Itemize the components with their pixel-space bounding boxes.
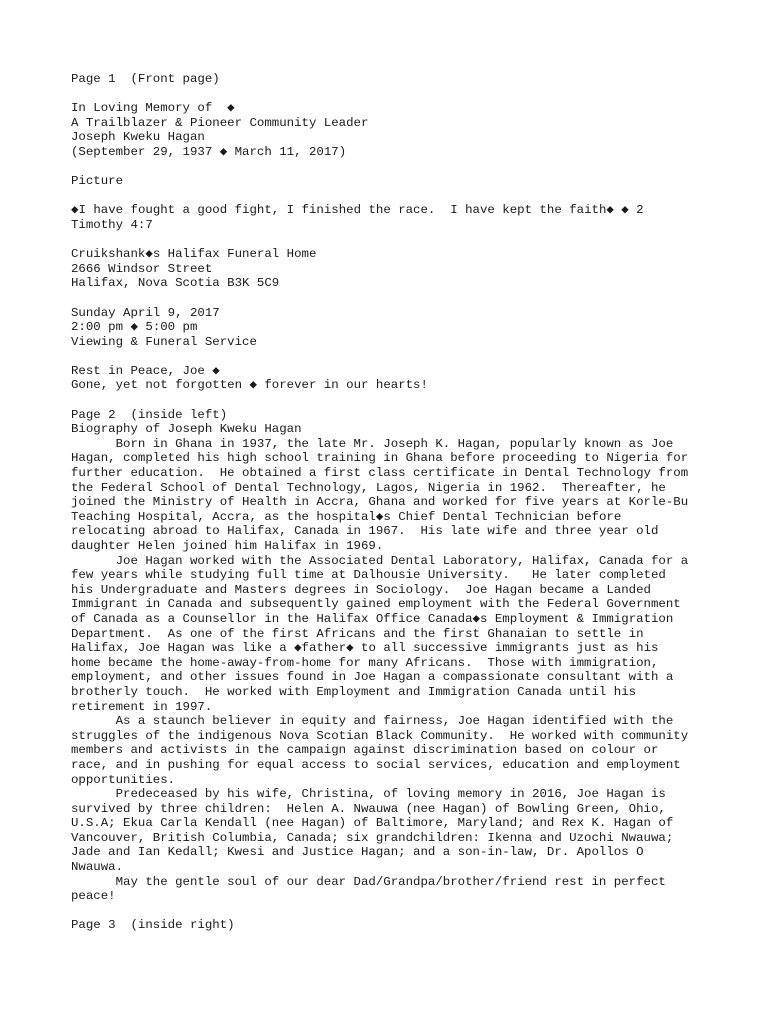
biography-line: Department. As one of the first Africans and the first Ghanaian to settle in	[71, 626, 644, 641]
service-time: 2:00 pm ◆ 5:00 pm	[71, 320, 198, 335]
biography-line: opportunities.	[71, 772, 176, 787]
scripture-quote-line-1: ◆I have fought a good fight, I finished the race. I have kept the faith◆ ◆ 2	[71, 203, 644, 218]
page1-heading: Page 1 (Front page)	[71, 72, 220, 86]
page3-heading: Page 3 (inside right)	[71, 918, 235, 933]
closing-line-1: Rest in Peace, Joe ◆	[71, 363, 220, 378]
tagline: A Trailblazer & Pioneer Community Leader	[71, 115, 369, 130]
biography-line: Joe Hagan worked with the Associated Dental Laboratory, Halifax, Canada for a	[71, 553, 689, 568]
service-date: Sunday April 9, 2017	[71, 305, 220, 320]
biography-line: of Canada as a Counsellor in the Halifax Office Canada◆s Employment & Immigration	[71, 611, 674, 626]
biography-line: Immigrant in Canada and subsequently gained employment with the Federal Government	[71, 597, 681, 612]
biography-line: few years while studying full time at Dalhousie University. He later completed	[71, 568, 666, 583]
biography-line: survived by three children: Helen A. Nwauwa (nee Hagan) of Bowling Green, Ohio,	[71, 801, 666, 816]
biography-line: As a staunch believer in equity and fairness, Joe Hagan identified with the	[71, 714, 674, 729]
spacer	[71, 904, 711, 919]
biography-line: U.S.A; Ekua Carla Kendall (nee Hagan) of Baltimore, Maryland; and Rex K. Hagan of	[71, 816, 674, 831]
biography-line: employment, and other issues found in Joe Hagan a compassionate consultant with a	[71, 670, 674, 685]
funeral-home-street: 2666 Windsor Street	[71, 261, 213, 276]
biography-line: daughter Helen joined him Halifax in 1969.	[71, 539, 384, 553]
memory-line: In Loving Memory of ◆	[71, 101, 235, 116]
page2-heading: Page 2 (inside left)	[71, 407, 228, 422]
biography-line: his Undergraduate and Masters degrees in Sociology. Joe Hagan became a Landed	[71, 582, 651, 597]
spacer	[71, 160, 711, 175]
biography-line: home became the home-away-from-home for many Africans. Those with immigration,	[71, 655, 659, 670]
service-type: Viewing & Funeral Service	[71, 334, 257, 349]
spacer	[71, 291, 711, 306]
scripture-quote-line-2: Timothy 4:7	[71, 217, 153, 232]
biography-line: Jade and Ian Kedall; Kwesi and Justice Hagan; and a son-in-law, Dr. Apollos O	[71, 845, 644, 860]
closing-line-2: Gone, yet not forgotten ◆ forever in our hearts!	[71, 378, 428, 393]
biography-line: peace!	[71, 889, 116, 904]
spacer	[71, 87, 711, 102]
biography-line: May the gentle soul of our dear Dad/Grandpa/brother/friend rest in perfect	[71, 874, 666, 889]
biography-line: Nwauwa.	[71, 860, 124, 875]
biography-line: further education. He obtained a first class certificate in Dental Technology from	[71, 466, 689, 481]
biography-line: Vancouver, British Columbia, Canada; six grandchildren: Ikenna and Uzochi Nwauwa;	[71, 830, 674, 845]
biography-line: Born in Ghana in 1937, the late Mr. Joseph K. Hagan, popularly known as Joe	[71, 436, 674, 451]
biography-line: brotherly touch. He worked with Employment and Immigration Canada until his	[71, 684, 637, 699]
spacer	[71, 189, 711, 204]
biography-line: retirement in 1997.	[71, 699, 213, 714]
funeral-home-city: Halifax, Nova Scotia B3K 5C9	[71, 276, 280, 291]
spacer	[71, 349, 711, 364]
biography-line: joined the Ministry of Health in Accra, Ghana and worked for five years at Korle-Bu	[71, 495, 689, 510]
biography-line: struggles of the indigenous Nova Scotian Black Community. He worked with community	[71, 728, 689, 743]
deceased-name: Joseph Kweku Hagan	[71, 130, 205, 145]
picture-placeholder: Picture	[71, 174, 124, 189]
spacer	[71, 233, 711, 248]
biography-line: the Federal School of Dental Technology, Lagos, Nigeria in 1962. Thereafter, he	[71, 480, 666, 495]
spacer	[71, 393, 711, 408]
biography-line: relocating abroad to Halifax, Canada in 1967. His late wife and three year old	[71, 524, 659, 539]
biography-line: Predeceased by his wife, Christina, of loving memory in 2016, Joe Hagan is	[71, 787, 666, 802]
life-dates: (September 29, 1937 ◆ March 11, 2017)	[71, 144, 347, 159]
biography-line: members and activists in the campaign against discrimination based on colour or	[71, 743, 659, 758]
funeral-home-name: Cruikshank◆s Halifax Funeral Home	[71, 247, 317, 262]
biography-line: Halifax, Joe Hagan was like a ◆father◆ to all successive immigrants just as his	[71, 641, 659, 656]
document-body	[71, 72, 711, 933]
biography-line: race, and in pushing for equal access to social services, education and employment	[71, 757, 681, 772]
biography-line: Hagan, completed his high school training in Ghana before proceeding to Nigeria for	[71, 451, 689, 466]
biography-line: Teaching Hospital, Accra, as the hospital◆s Chief Dental Technician before	[71, 509, 622, 524]
biography-title: Biography of Joseph Kweku Hagan	[71, 422, 302, 437]
